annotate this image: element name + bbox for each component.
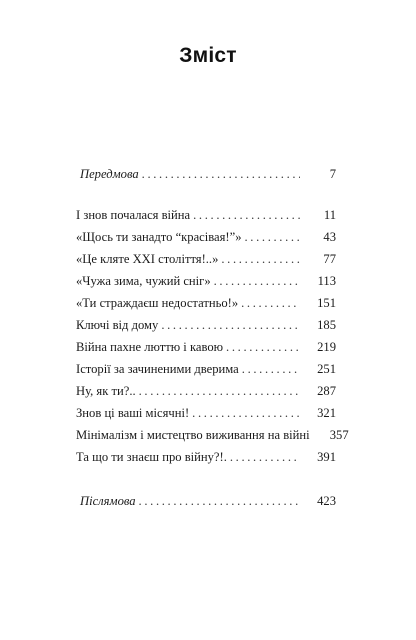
toc-entry-page: 113 [317,274,336,288]
toc-entry-label: Ключі від дому [76,318,159,332]
toc-entry [76,381,336,401]
dot-leader [142,164,300,184]
toc-entry-page: 219 [317,340,336,354]
toc-entry-label: «Щось ти занадто “красівая!”» [76,230,242,244]
toc-entry [76,403,336,423]
dot-leader [214,271,300,291]
toc-entry [76,315,336,335]
toc-entry-page: 77 [323,252,336,266]
toc-entry-page: 151 [317,296,336,310]
toc-entry-label: «Це кляте ХХІ століття!..» [76,252,219,266]
toc-entry [76,337,336,357]
toc-entry-page: 357 [329,428,349,442]
toc-entry-label: Історії за зачиненими дверима [76,362,239,376]
toc-entry [76,293,336,313]
toc-entry-label: І знов почалася війна [76,208,191,222]
dot-leader [241,293,300,313]
dot-leader [221,249,300,269]
toc-entry [76,271,336,291]
dot-leader [245,227,301,247]
toc-entry-label: Передмова [80,167,139,181]
toc-entry [76,249,336,269]
toc-entry-label: Та що ти знаєш про війну?!. [76,450,227,464]
dot-leader [139,381,300,401]
toc-entry-page: 423 [317,494,336,508]
page-title: Зміст [179,44,237,67]
toc-entry-label: «Ти страждаєш недостатньо!» [76,296,239,310]
dot-leader [161,315,300,335]
dot-leader [192,403,300,423]
toc-entry-page: 185 [317,318,336,332]
dot-leader [193,205,300,225]
dot-leader [242,359,300,379]
toc-entry [76,359,336,379]
toc-entry-preface [76,164,336,184]
toc-entry [76,447,336,467]
toc-entry-label: Знов ці ваші місячні! [76,406,190,420]
toc-entry-label: Післямова [80,494,136,508]
toc-entry-page: 251 [317,362,336,376]
dot-leader [139,491,300,511]
toc-entry-afterword [76,491,336,511]
toc-entry-page: 43 [323,230,336,244]
dot-leader [226,337,300,357]
toc-entry-page: 321 [317,406,336,420]
toc-entry [76,227,336,247]
toc-entry [76,425,349,445]
toc-entry-label: Ну, як ти?.. [76,384,136,398]
toc-entry-label: Війна пахне люттю і кавою [76,340,224,354]
dot-leader [230,447,300,467]
toc-entry-page: 391 [317,450,336,464]
toc-entry-label: «Чужа зима, чужий сніг» [76,274,211,288]
toc-entry [76,205,336,225]
toc-entry-page: 11 [323,208,336,222]
toc-entry-page: 7 [329,167,336,181]
toc-entry-page: 287 [317,384,336,398]
toc-entry-label: Мінімалізм і мистецтво виживання на війні [76,428,310,442]
